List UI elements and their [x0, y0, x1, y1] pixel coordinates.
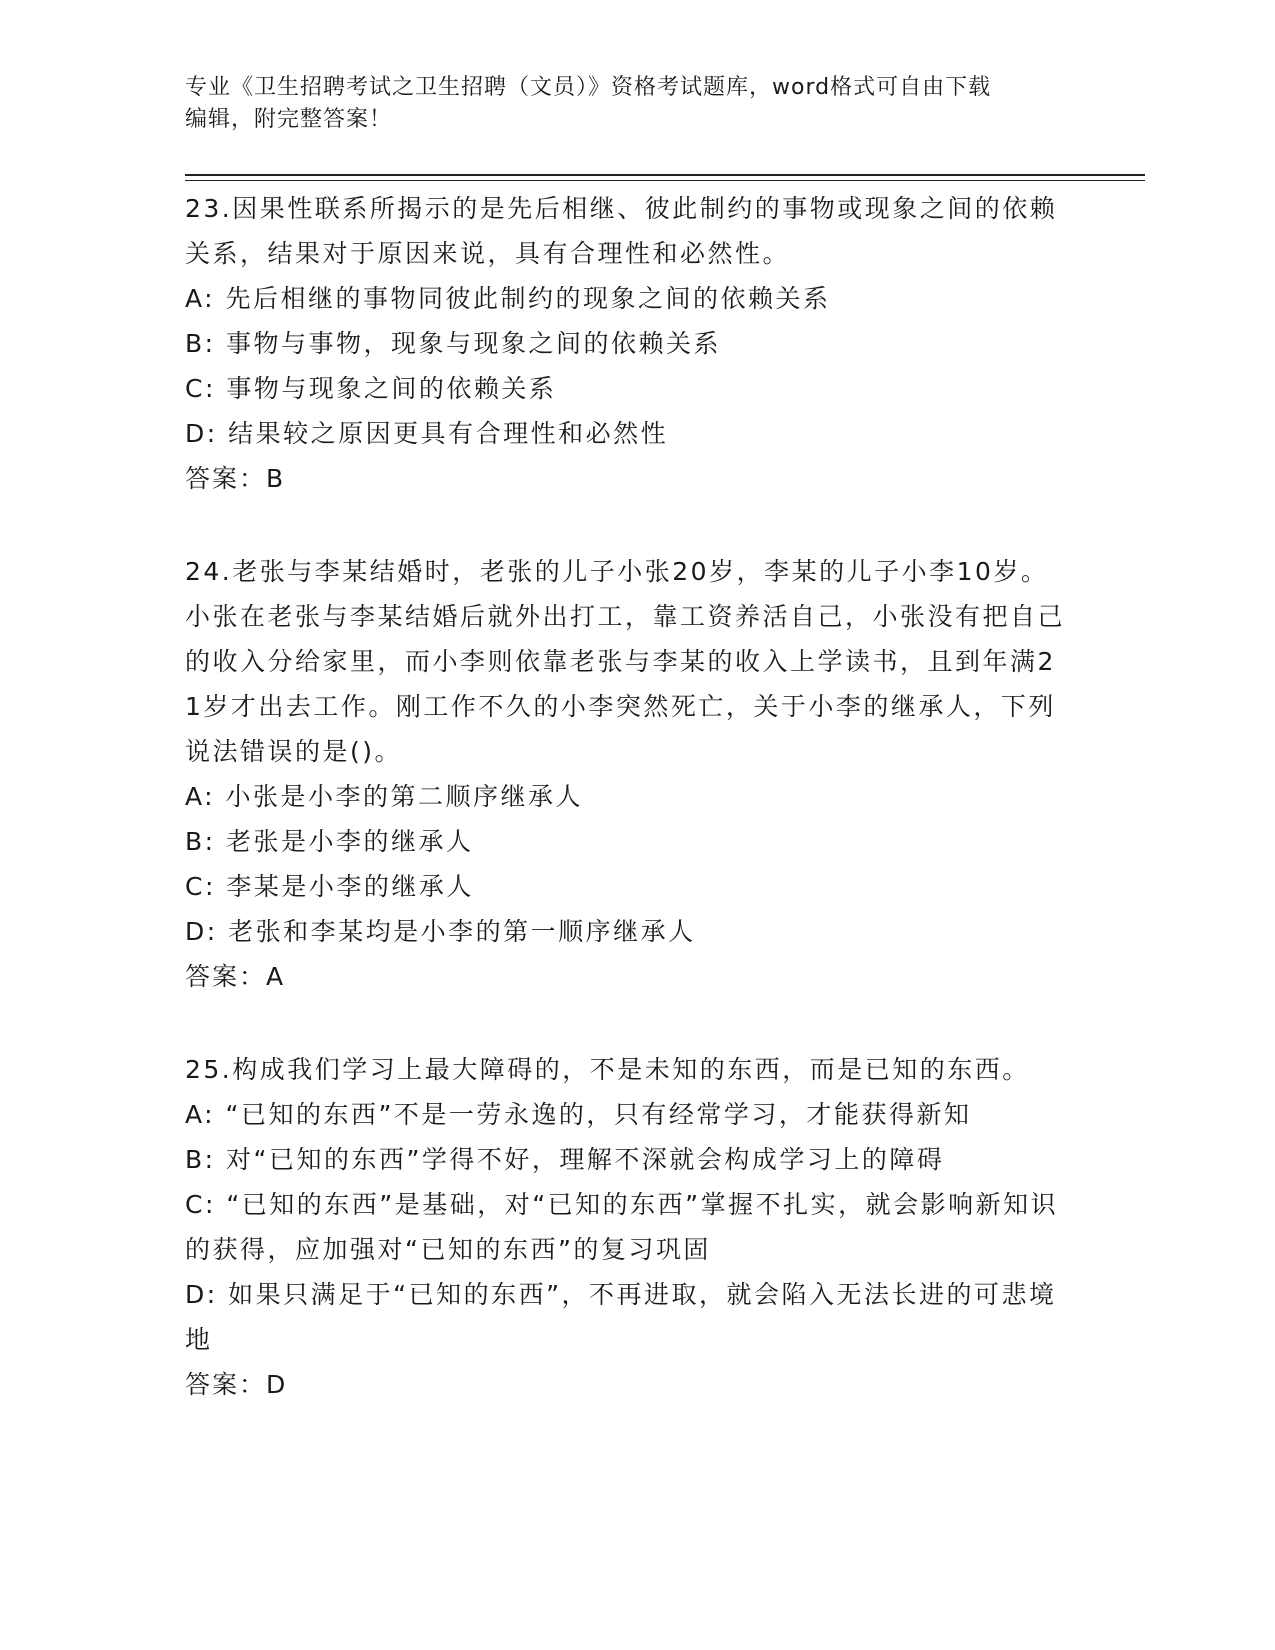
question-24: [185, 549, 1065, 999]
question-25: [185, 1047, 1065, 1407]
option-b: B: 老张是小李的继承人: [185, 827, 474, 856]
header-divider-thick: [185, 174, 1145, 176]
option-b: B: 事物与事物，现象与现象之间的依赖关系: [185, 329, 722, 358]
question-text: 23.因果性联系所揭示的是先后相继、彼此制约的事物或现象之间的依赖关系，结果对于原因来说，具有合理性和必然性。: [185, 194, 1058, 268]
option-c: C: 事物与现象之间的依赖关系: [185, 374, 557, 403]
option-c: C: 李某是小李的继承人: [185, 872, 474, 901]
option-d: D: 如果只满足于“已知的东西”，不再进取，就会陷入无法长进的可悲境地: [185, 1280, 1057, 1354]
question-23: [185, 186, 1065, 501]
question-text: 25.构成我们学习上最大障碍的，不是未知的东西，而是已知的东西。: [185, 1055, 1030, 1084]
question-list: [185, 186, 1065, 1455]
option-a: A: 小张是小李的第二顺序继承人: [185, 782, 584, 811]
header-divider-thin: [185, 180, 1145, 181]
question-text: 24.老张与李某结婚时，老张的儿子小张20岁，李某的儿子小李10岁。小张在老张与李某结婚后就外出打工，靠工资养活自己，小张没有把自己的收入分给家里，而小李则依靠老张与李某的收入上学读书，且到年满21岁才出去工作。刚工作不久的小李突然死亡，关于小李的继承人，下列说法错误的是()。: [185, 557, 1066, 766]
option-d: D: 老张和李某均是小李的第一顺序继承人: [185, 917, 696, 946]
answer-label: 答案：A: [185, 962, 286, 991]
header-line-1: 专业《卫生招聘考试之卫生招聘（文员）》资格考试题库，word格式可自由下载: [185, 75, 992, 100]
option-b: B: 对“已知的东西”学得不好，理解不深就会构成学习上的障碍: [185, 1145, 945, 1174]
answer-label: 答案：D: [185, 1370, 288, 1399]
option-c: C: “已知的东西”是基础，对“已知的东西”掌握不扎实，就会影响新知识的获得，应加强对“已知的东西”的复习巩固: [185, 1190, 1059, 1264]
option-a: A: “已知的东西”不是一劳永逸的，只有经常学习，才能获得新知: [185, 1100, 972, 1129]
option-d: D: 结果较之原因更具有合理性和必然性: [185, 419, 669, 448]
header-line-2: 编辑，附完整答案！: [185, 107, 393, 132]
option-a: A: 先后相继的事物同彼此制约的现象之间的依赖关系: [185, 284, 831, 313]
document-header: [185, 72, 1065, 136]
answer-label: 答案：B: [185, 464, 286, 493]
